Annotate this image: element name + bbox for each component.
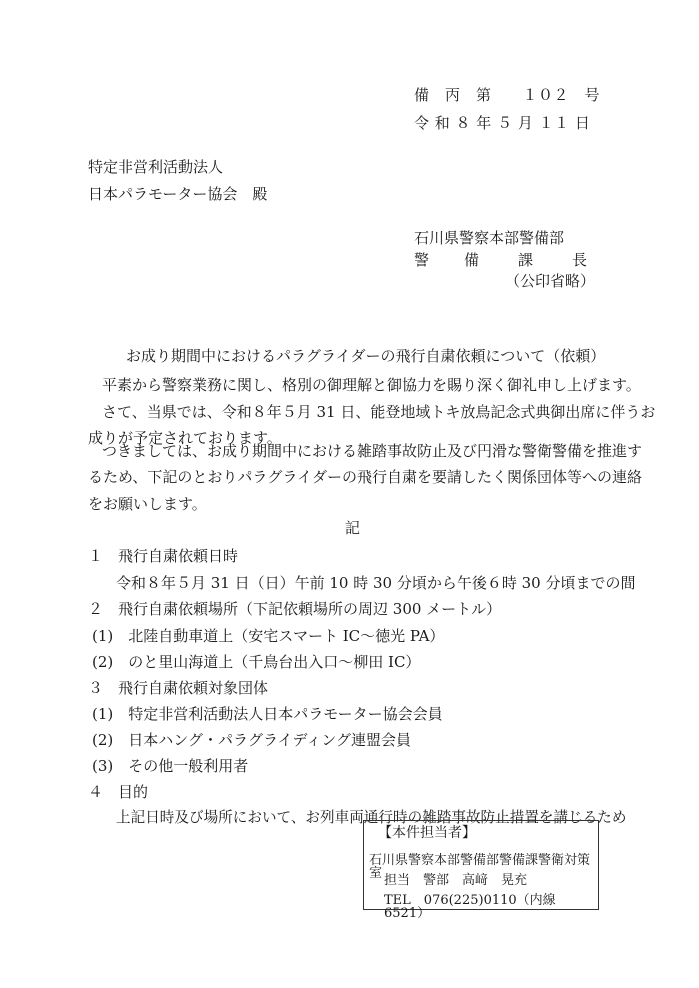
item-2-sub-2: (2) のと里山海道上（千鳥台出入口～柳田 IC） [92, 653, 421, 671]
item-3-sub-1: (1) 特定非営利活動法人日本パラモーター協会会員 [92, 705, 443, 723]
contact-title: 【本件担当者】 [378, 825, 476, 841]
recipient-org: 特定非営利活動法人 [88, 158, 224, 176]
contact-org: 石川県警察本部警備部警備課警衛対策室 [369, 853, 591, 881]
item-4-text: 上記日時及び場所において、お列車両通行時の雑踏事故防止措置を講じるため [116, 809, 627, 826]
contact-tel: TEL 076(225)0110（内線 6521） [384, 893, 556, 921]
sender-title-char: 課 [518, 251, 534, 269]
sender-title-char: 長 [572, 251, 588, 269]
sender-title-char: 警 [414, 251, 430, 269]
ki-heading: 記 [345, 519, 361, 537]
item-2-label: ２ 飛行自粛依頼場所（下記依頼場所の周辺 300 メートル） [88, 600, 502, 618]
body-paragraph-2-line-1: さて、当県では、令和８年５月 31 日、能登地域トキ放鳥記念式典御出席に伴うお [102, 403, 656, 421]
item-4-label: ４ 目的 [88, 783, 149, 801]
body-paragraph-1: 平素から警察業務に関し、格別の御理解と御協力を賜り深く御礼申し上げます。 [102, 376, 641, 394]
item-3-label: ３ 飛行自粛依頼対象団体 [88, 679, 269, 697]
body-paragraph-3-line-3: をお願いします。 [88, 495, 207, 513]
seal-note: （公印省略） [505, 272, 596, 290]
body-paragraph-3-line-2: るため、下記のとおりパラグライダーの飛行自粛を要請したく関係団体等への連絡 [88, 468, 642, 486]
document-number: 備 丙 第 １０２ 号 [414, 86, 601, 104]
item-2-sub-1: (1) 北陸自動車道上（安宅スマート IC～徳光 PA） [92, 627, 445, 645]
body-paragraph-3-line-1: つきましては、お成り期間中における雑踏事故防止及び円滑な警衛警備を推進す [102, 442, 643, 460]
contact-box [363, 820, 599, 921]
sender-title-char: 備 [464, 251, 480, 269]
sender-org: 石川県警察本部警備部 [414, 229, 565, 247]
item-3-sub-2: (2) 日本ハング・パラグライディング連盟会員 [92, 731, 411, 749]
body-paragraph-2-line-2: 成りが予定されております。 [88, 429, 282, 447]
subject-line: お成り期間中におけるパラグライダーの飛行自粛依頼について（依頼） [126, 347, 606, 365]
document-date: 令 和 ８ 年 ５ 月 １１ 日 [414, 114, 591, 132]
recipient-name: 日本パラモーター協会 殿 [88, 185, 268, 203]
item-3-sub-3: (3) その他一般利用者 [92, 757, 249, 775]
contact-person: 担当 警部 高﨑 晃充 [384, 873, 528, 888]
item-1-label: １ 飛行自粛依頼日時 [88, 547, 239, 565]
item-1-text: 令和８年５月 31 日（日）午前 10 時 30 分頃から午後６時 30 分頃までの間 [116, 574, 636, 592]
